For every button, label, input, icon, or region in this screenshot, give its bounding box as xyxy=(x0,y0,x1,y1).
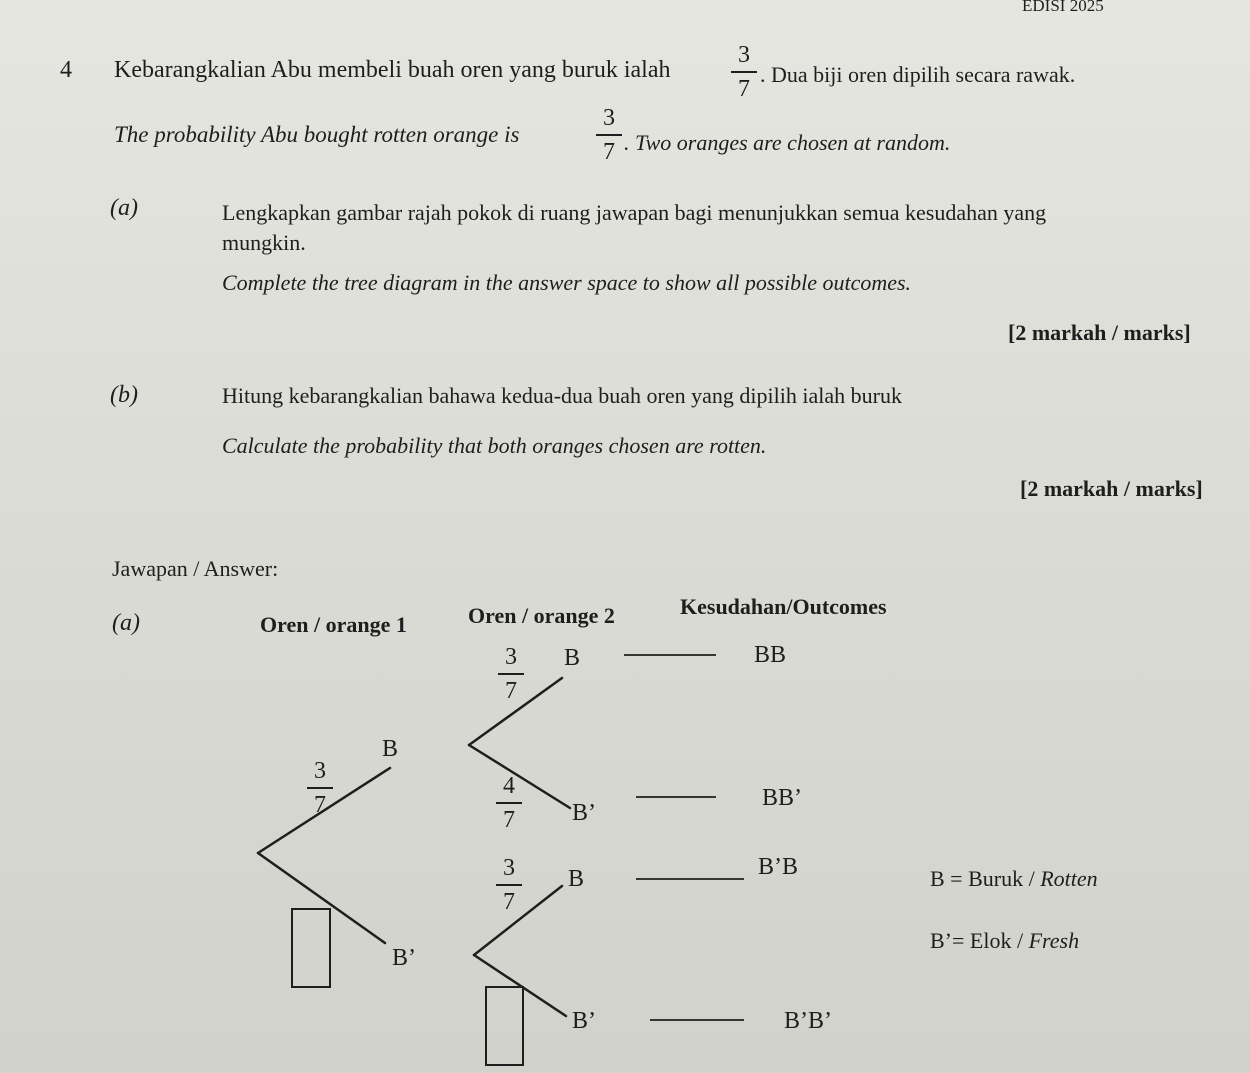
outcome-BprimeB: B’B xyxy=(758,854,799,880)
question-intro-en: The probability Abu bought rotten orange is xyxy=(114,122,520,147)
intro-en-fraction: 3 7 xyxy=(594,105,624,165)
part-b-ms: Hitung kebarangkalian bahawa kedua-dua buah oren yang dipilih ialah buruk xyxy=(222,383,902,408)
part-a-ms-line1: Lengkapkan gambar rajah pokok di ruang jawapan bagi menunjukkan semua kesudahan yang xyxy=(222,200,1047,225)
part-a-label: (a) xyxy=(110,195,138,221)
part-b-label: (b) xyxy=(110,382,138,408)
column-header-orange-2: Oren / orange 2 xyxy=(468,603,615,628)
stage1-label-Bprime: B’ xyxy=(392,945,416,971)
edition-label: EDISI 2025 xyxy=(1022,0,1104,15)
stage2-upper-prob-B: 3 7 xyxy=(496,644,526,704)
stage2-lower-label-Bprime: B’ xyxy=(572,1008,596,1034)
stage1-prob-B: 3 7 xyxy=(305,758,335,818)
stage1-label-B: B xyxy=(382,736,399,762)
part-b-en: Calculate the probability that both oranges chosen are rotten. xyxy=(222,433,767,458)
part-b-marks: [2 markah / marks] xyxy=(1020,476,1203,501)
answer-heading: Jawapan / Answer: xyxy=(112,556,279,581)
stage1-blank-prob-box[interactable] xyxy=(291,908,331,988)
question-intro-en-end: . Two oranges are chosen at random. xyxy=(624,130,951,155)
question-intro-ms: Kebarangkalian Abu membeli buah oren yang buruk ialah xyxy=(114,57,671,83)
part-a-marks: [2 markah / marks] xyxy=(1008,320,1191,345)
outcome-BB: BB xyxy=(754,642,787,668)
stage2-upper-prob-Bprime: 4 7 xyxy=(494,773,524,833)
stage2-lower-prob-B: 3 7 xyxy=(494,855,524,915)
part-a-ms-line2: mungkin. xyxy=(222,230,306,255)
legend-fresh: B’= Elok / Fresh xyxy=(930,928,1080,953)
outcome-BBprime: BB’ xyxy=(762,785,803,811)
stage2-upper-label-Bprime: B’ xyxy=(572,800,596,826)
stage2-upper-label-B: B xyxy=(564,645,581,671)
legend-rotten: B = Buruk / Rotten xyxy=(930,866,1098,891)
column-header-outcomes: Kesudahan/Outcomes xyxy=(680,594,887,619)
column-header-orange-1: Oren / orange 1 xyxy=(260,612,407,637)
stage2-lower-blank-prob-box[interactable] xyxy=(485,986,524,1066)
question-number: 4 xyxy=(60,57,72,83)
question-intro-ms-end: . Dua biji oren dipilih secara rawak. xyxy=(760,62,1076,87)
outcome-BprimeBprime: B’B’ xyxy=(784,1008,832,1034)
part-a-en: Complete the tree diagram in the answer space to show all possible outcomes. xyxy=(222,270,912,295)
intro-ms-fraction: 3 7 xyxy=(729,42,759,102)
stage2-lower-label-B: B xyxy=(568,866,585,892)
answer-part-a-label: (a) xyxy=(112,610,140,636)
